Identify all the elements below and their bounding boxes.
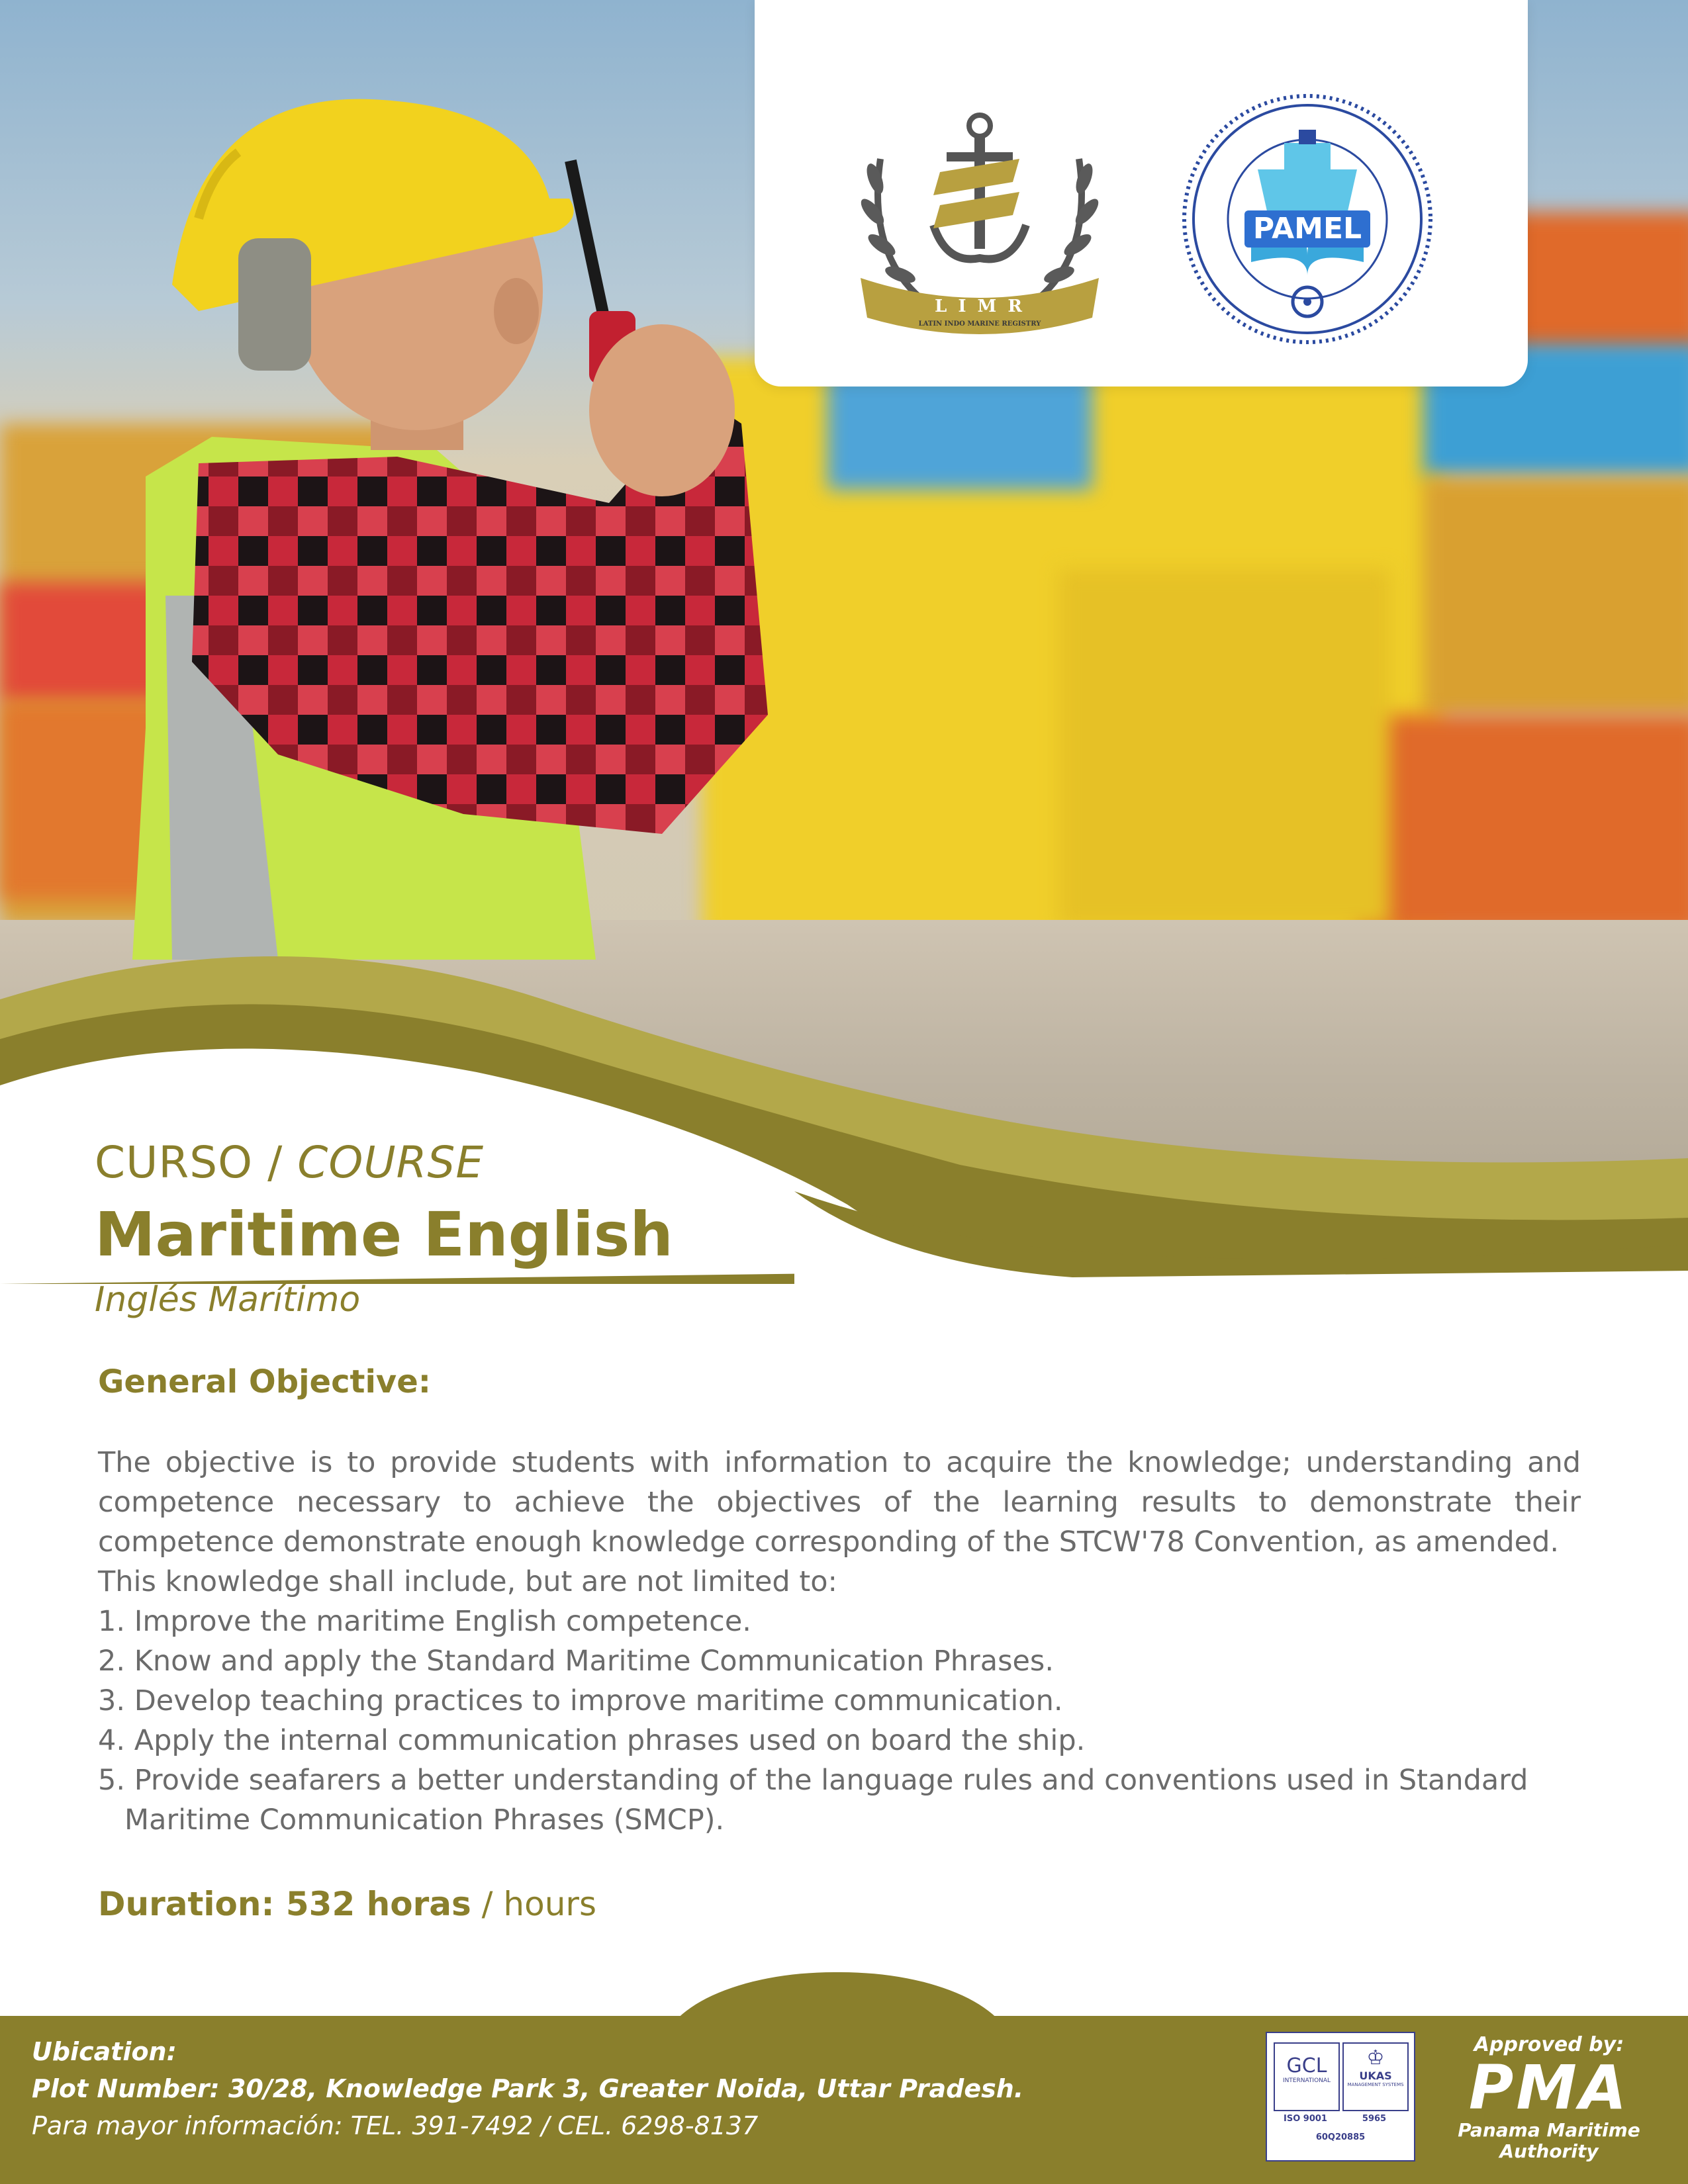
logo-card: [755, 0, 1528, 387]
objective-item: 1. Improve the maritime English competence.: [98, 1605, 751, 1638]
pma-org-line1: Panama Maritime: [1458, 2119, 1640, 2141]
pamel-lettering: PAMEL: [1244, 210, 1370, 248]
cert-code: 60Q20885: [1315, 2132, 1366, 2142]
ukas-mark: [1342, 2042, 1409, 2111]
objective-item: 3. Develop teaching practices to improve maritime communication.: [98, 1684, 1063, 1717]
container-stack: [1423, 477, 1688, 715]
gcl-mark: [1274, 2042, 1340, 2111]
duration-label: Duration: 532 horas: [98, 1885, 471, 1923]
course-subtitle: Inglés Marítimo: [95, 1280, 361, 1320]
course-title: Maritime English: [95, 1199, 673, 1270]
container-stack: [827, 371, 1092, 490]
pma-approval: [1436, 2030, 1662, 2176]
gcl-text: GCL: [1286, 2054, 1327, 2077]
pma-org-line2: Authority: [1499, 2140, 1599, 2162]
footer-contact: Para mayor información: TEL. 391-7492 / CEL. 6298-8137: [32, 2111, 759, 2140]
ukas-number: 5965: [1362, 2114, 1387, 2124]
course-label-es: CURSO /: [95, 1137, 283, 1188]
objective-item: 2. Know and apply the Standard Maritime Communication Phrases.: [98, 1645, 1055, 1678]
iso-cert-badge: [1266, 2032, 1415, 2161]
container-stack: [1357, 715, 1688, 933]
objective-paragraph: The objective is to provide students with information to acquire the knowledge; understanding and competence necessary to achieve the objectives of the learning results to demonstrate their competence demonstrate enough knowledge corresponding of the STCW'78 Convention, as amended.: [98, 1446, 1581, 1559]
objective-item: 5. Provide seafarers a better understanding of the language rules and conventions used in Standard: [98, 1764, 1528, 1797]
course-label-en: COURSE: [297, 1137, 485, 1188]
ukas-text: UKAS: [1359, 2070, 1392, 2082]
duration-unit: / hours: [471, 1885, 596, 1923]
limr-tagline: LATIN INDO MARINE REGISTRY: [918, 320, 1041, 328]
objective-intro: This knowledge shall include, but are not limited to:: [98, 1565, 838, 1598]
limr-lettering: L I M R: [935, 296, 1025, 316]
course-label: [95, 1137, 484, 1188]
objective-item-continued: Maritime Communication Phrases (SMCP).: [124, 1803, 725, 1837]
container-stack: [1059, 569, 1390, 927]
footer-ubication-label: Ubication:: [32, 2037, 177, 2066]
crown-icon: ♔: [1366, 2046, 1385, 2070]
objective-body: [98, 1443, 1581, 1840]
ukas-sub: MANAGEMENT SYSTEMS: [1347, 2082, 1404, 2087]
iso-text: ISO 9001: [1284, 2114, 1327, 2124]
footer-address: Plot Number: 30/28, Knowledge Park 3, Greater Noida, Uttar Pradesh.: [32, 2074, 1024, 2103]
gcl-sub: INTERNATIONAL: [1282, 2077, 1331, 2084]
objective-heading: General Objective:: [98, 1363, 431, 1400]
approved-by-label: Approved by:: [1474, 2033, 1624, 2056]
duration: [98, 1885, 596, 1923]
wave-tail: [794, 1191, 1688, 1297]
worker-illustration: [0, 0, 794, 993]
objective-item: 4. Apply the internal communication phrases used on board the ship.: [98, 1724, 1086, 1757]
pma-logo-text: PMA: [1468, 2052, 1630, 2123]
